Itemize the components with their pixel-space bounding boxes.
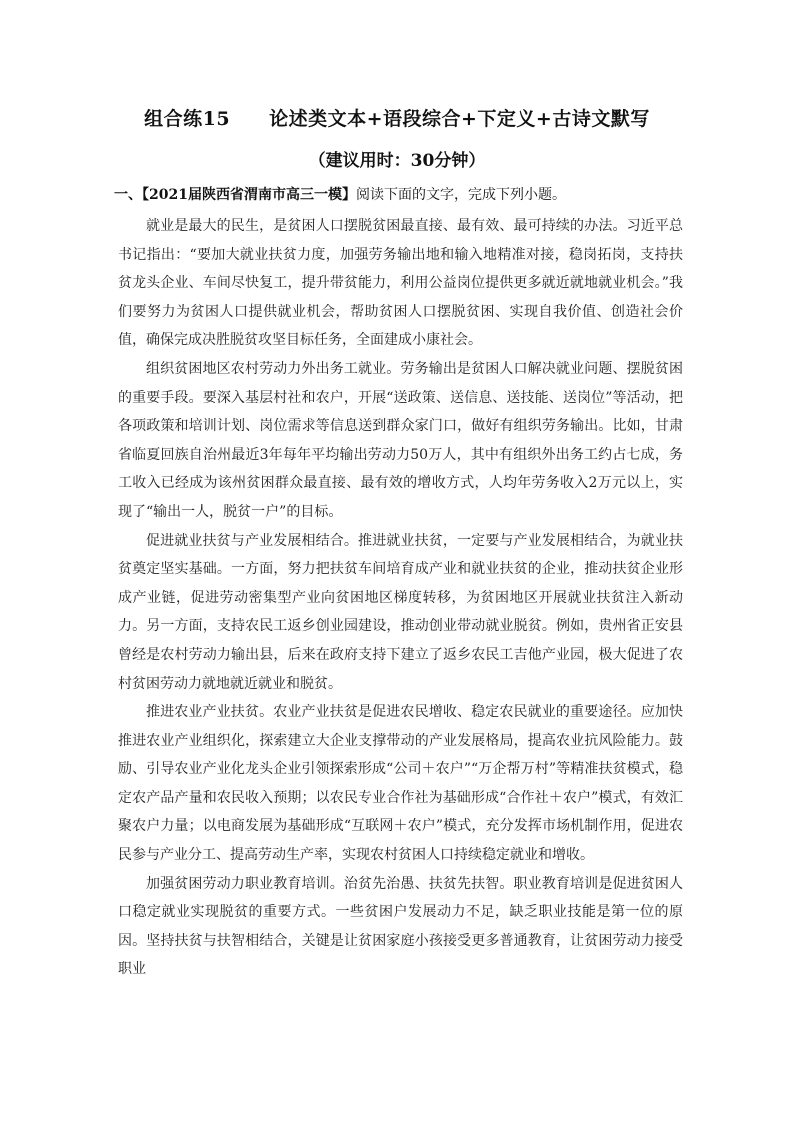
page-title: 组合练15 论述类文本+语段综合+下定义+古诗文默写 [144, 108, 650, 130]
passage-paragraph: 组织贫困地区农村劳动力外出务工就业。劳务输出是贫困人口解决就业问题、摆脱贫困的重要手段。要深入基层村社和农户，开展“送政策、送信息、送技能、送岗位”等活动，把各项政策和培训计划、岗位需求等信息送到群众家门口，做好有组织劳务输出。比如，甘肃省临夏回族自治州最近3年每年平均输出劳动力50万人，其中有组织外出务工约占七成，务工收入已经成为该州贫困群众最直接、最有效的增收方式，人均年劳务收入2万元以上，实现了“输出一人，脱贫一户”的目标。 [118, 360, 683, 520]
question-instruction: 阅读下面的文字，完成下列小题。 [355, 187, 566, 203]
passage-paragraph: 促进就业扶贫与产业发展相结合。推进就业扶贫，一定要与产业发展相结合，为就业扶贫奠定坚实基础。一方面，努力把扶贫车间培育成产业和就业扶贫的企业，推动扶贫企业形成产业链，促进劳动密集型产业向贫困地区梯度转移，为贫困地区开展就业扶贫注入新动力。另一方面，支持农民工返乡创业园建设，推动创业带动就业脱贫。例如，贵州省正安县曾经是农村劳动力输出县，后来在政府支持下建立了返乡农民工吉他产业园，极大促进了农村贫困劳动力就地就近就业和脱贫。 [118, 532, 683, 692]
passage [118, 212, 683, 984]
passage-paragraph: 推进农业产业扶贫。农业产业扶贫是促进农民增收、稳定农民就业的重要途径。应加快推进农业产业组织化，探索建立大企业支撑带动的产业发展格局，提高农业抗风险能力。鼓励、引导农业产业化龙头企业引领探索形成“公司＋农户”“万企帮万村”等精准扶贫模式，稳定农产品产量和农民收入预期；以农民专业合作社为基础形成“合作社＋农户”模式，有效汇聚农户力量；以电商发展为基础形成“互联网＋农户”模式，充分发挥市场机制作用，促进农民参与产业分工、提高劳动生产率，实现农村贫困人口持续稳定就业和增收。 [118, 704, 683, 864]
question-number: 一、 [114, 187, 142, 203]
passage-paragraph: 就业是最大的民生，是贫困人口摆脱贫困最直接、最有效、最可持续的办法。习近平总书记指出：“要加大就业扶贫力度，加强劳务输出地和输入地精准对接，稳岗拓岗，支持扶贫龙头企业、车间尽快复工，提升带贫能力，利用公益岗位提供更多就近就地就业机会。”我们要努力为贫困人口提供就业机会，帮助贫困人口摆脱贫困、实现自我价值、创造社会价值，确保完成决胜脱贫攻坚目标任务，全面建成小康社会。 [118, 218, 683, 349]
time-suggestion: （建议用时：30分钟） [308, 151, 486, 171]
question-header [114, 184, 694, 204]
question-source: 【2021届陕西省渭南市高三一模】 [142, 187, 356, 203]
passage-paragraph: 加强贫困劳动力职业教育培训。治贫先治愚、扶贫先扶智。职业教育培训是促进贫困人口稳定就业实现脱贫的重要方式。一些贫困户发展动力不足，缺乏职业技能是第一位的原因。坚持扶贫与扶智相结合，关键是让贫困家庭小孩接受更多普通教育，让贫困劳动力接受职业 [118, 875, 683, 978]
